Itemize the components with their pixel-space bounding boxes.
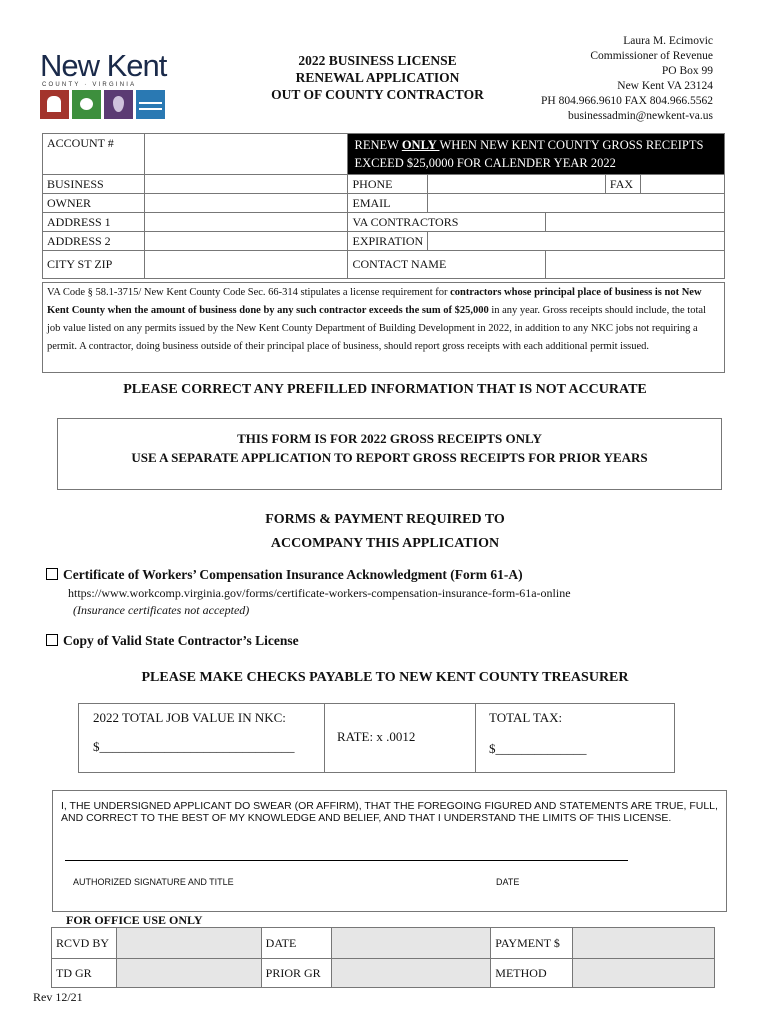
- rcvd-by-label: RCVD BY: [52, 928, 117, 959]
- address1-field[interactable]: [145, 213, 348, 232]
- city-label: CITY ST ZIP: [43, 251, 145, 279]
- va-contractors-field[interactable]: [545, 213, 724, 232]
- account-field[interactable]: [145, 134, 348, 175]
- office-date-field: [331, 928, 491, 959]
- logo-subtitle: COUNTY · VIRGINIA: [42, 82, 137, 88]
- td-gr-field: [116, 959, 261, 988]
- expiration-label: EXPIRATION: [348, 232, 428, 251]
- business-field[interactable]: [145, 175, 348, 194]
- workers-comp-note: (Insurance certificates not accepted): [73, 603, 250, 617]
- required-heading: FORMS & PAYMENT REQUIRED TO ACCOMPANY THIS APPLICATION: [265, 512, 505, 551]
- checks-payable-notice: PLEASE MAKE CHECKS PAYABLE TO NEW KENT COUNTY TREASURER: [141, 670, 629, 685]
- workers-comp-url[interactable]: https://www.workcomp.virginia.gov/forms/certificate-workers-compensation-insurance-form-61a-online: [68, 586, 571, 600]
- affirmation-box: [52, 790, 727, 912]
- method-label: METHOD: [491, 959, 573, 988]
- city-field[interactable]: [145, 251, 348, 279]
- correct-info-notice: PLEASE CORRECT ANY PREFILLED INFORMATION THAT IS NOT ACCURATE: [123, 382, 647, 397]
- phone-label: PHONE: [348, 175, 428, 194]
- email-label: EMAIL: [348, 194, 428, 213]
- account-label: ACCOUNT #: [43, 134, 145, 175]
- prior-gr-label: PRIOR GR: [261, 959, 331, 988]
- phone-field[interactable]: [428, 175, 606, 194]
- office-use-heading: FOR OFFICE USE ONLY: [66, 913, 203, 927]
- method-field: [573, 959, 715, 988]
- checklist-item-contractor-license[interactable]: Copy of Valid State Contractor’s License: [46, 633, 299, 649]
- revision-label: Rev 12/21: [33, 990, 83, 1004]
- signature-line[interactable]: [65, 860, 628, 861]
- td-gr-label: TD GR: [52, 959, 117, 988]
- logo-icons: [40, 90, 165, 119]
- total-tax-label: TOTAL TAX:: [489, 710, 563, 725]
- heart-leaf-icon: [72, 90, 101, 119]
- fax-field[interactable]: [640, 175, 724, 194]
- payment-field: [573, 928, 715, 959]
- checkbox-contractor-license[interactable]: [46, 634, 58, 646]
- grapes-icon: [104, 90, 133, 119]
- prior-gr-field: [331, 959, 491, 988]
- expiration-field[interactable]: [428, 232, 725, 251]
- office-email: businessadmin@newkent-va.us: [567, 110, 713, 122]
- checklist-item-workers-comp[interactable]: Certificate of Workers’ Compensation Insurance Acknowledgment (Form 61-A): [46, 567, 523, 583]
- affirmation-text: I, THE UNDERSIGNED APPLICANT DO SWEAR (OR AFFIRM), THAT THE FOREGOING FIGURED AND STATEMENTS ARE TRUE, FULL, AND CORRECT TO THE BEST OF MY KNOWLEDGE AND BELIEF, AND THAT I UNDERSTAND THE LIMITS OF THIS LICENSE.: [61, 800, 718, 824]
- checkbox-workers-comp[interactable]: [46, 568, 58, 580]
- job-value-label: 2022 TOTAL JOB VALUE IN NKC:: [93, 710, 286, 725]
- payment-label: PAYMENT $: [491, 928, 573, 959]
- address1-label: ADDRESS 1: [43, 213, 145, 232]
- job-value-field[interactable]: $______________________________: [93, 739, 295, 754]
- owner-label: OWNER: [43, 194, 145, 213]
- va-code-paragraph: VA Code § 58.1-3715/ New Kent County Code Sec. 66-314 stipulates a license requirement for contractors whose principal place of business is not New Kent County when the amount of business done by any such contractor exceeds the sum of $25,000 in any year. Gross receipts should include, the total job value listed on any permits issued by the New Kent County Department of Building Development in 2022, in addition to any NKC jobs not requiring a permit. A contractor, doing business outside of their principal place of business, should report gross receipts with each additional permit issued.: [42, 282, 725, 373]
- tax-calculation-box: [78, 703, 675, 773]
- va-contractors-label: VA CONTRACTORS: [348, 213, 545, 232]
- tax-rate: RATE: x .0012: [337, 729, 416, 744]
- form-scope-notice: THIS FORM IS FOR 2022 GROSS RECEIPTS ONLY USE A SEPARATE APPLICATION TO REPORT GROSS RECEIPTS FOR PRIOR YEARS: [57, 418, 722, 490]
- address2-label: ADDRESS 2: [43, 232, 145, 251]
- logo-wordmark: New Kent: [40, 48, 167, 83]
- form-title: 2022 BUSINESS LICENSE RENEWAL APPLICATION OUT OF COUNTY CONTRACTOR: [271, 53, 484, 102]
- rcvd-by-field: [116, 928, 261, 959]
- business-label: BUSINESS: [43, 175, 145, 194]
- signature-label: AUTHORIZED SIGNATURE AND TITLE: [73, 877, 234, 887]
- water-icon: [136, 90, 165, 119]
- office-use-table: [51, 927, 715, 988]
- office-date-label: DATE: [261, 928, 331, 959]
- total-tax-field[interactable]: $______________: [489, 741, 587, 756]
- business-info-table: [42, 133, 725, 279]
- fax-label: FAX: [605, 175, 640, 194]
- address2-field[interactable]: [145, 232, 348, 251]
- office-address: Laura M. Ecimovic Commissioner of Revenue PO Box 99 New Kent VA 23124 PH 804.966.9610 FAX 804.966.5562 businessadmin@newkent-va.us: [520, 34, 713, 124]
- owner-field[interactable]: [145, 194, 348, 213]
- date-label: DATE: [496, 877, 520, 887]
- contact-field[interactable]: [545, 251, 724, 279]
- contact-label: CONTACT NAME: [348, 251, 545, 279]
- county-seal-icon: [40, 90, 69, 119]
- renewal-notice: RENEW ONLY WHEN NEW KENT COUNTY GROSS RECEIPTS EXCEED $25,0000 FOR CALENDER YEAR 2022: [348, 134, 725, 175]
- email-field[interactable]: [428, 194, 725, 213]
